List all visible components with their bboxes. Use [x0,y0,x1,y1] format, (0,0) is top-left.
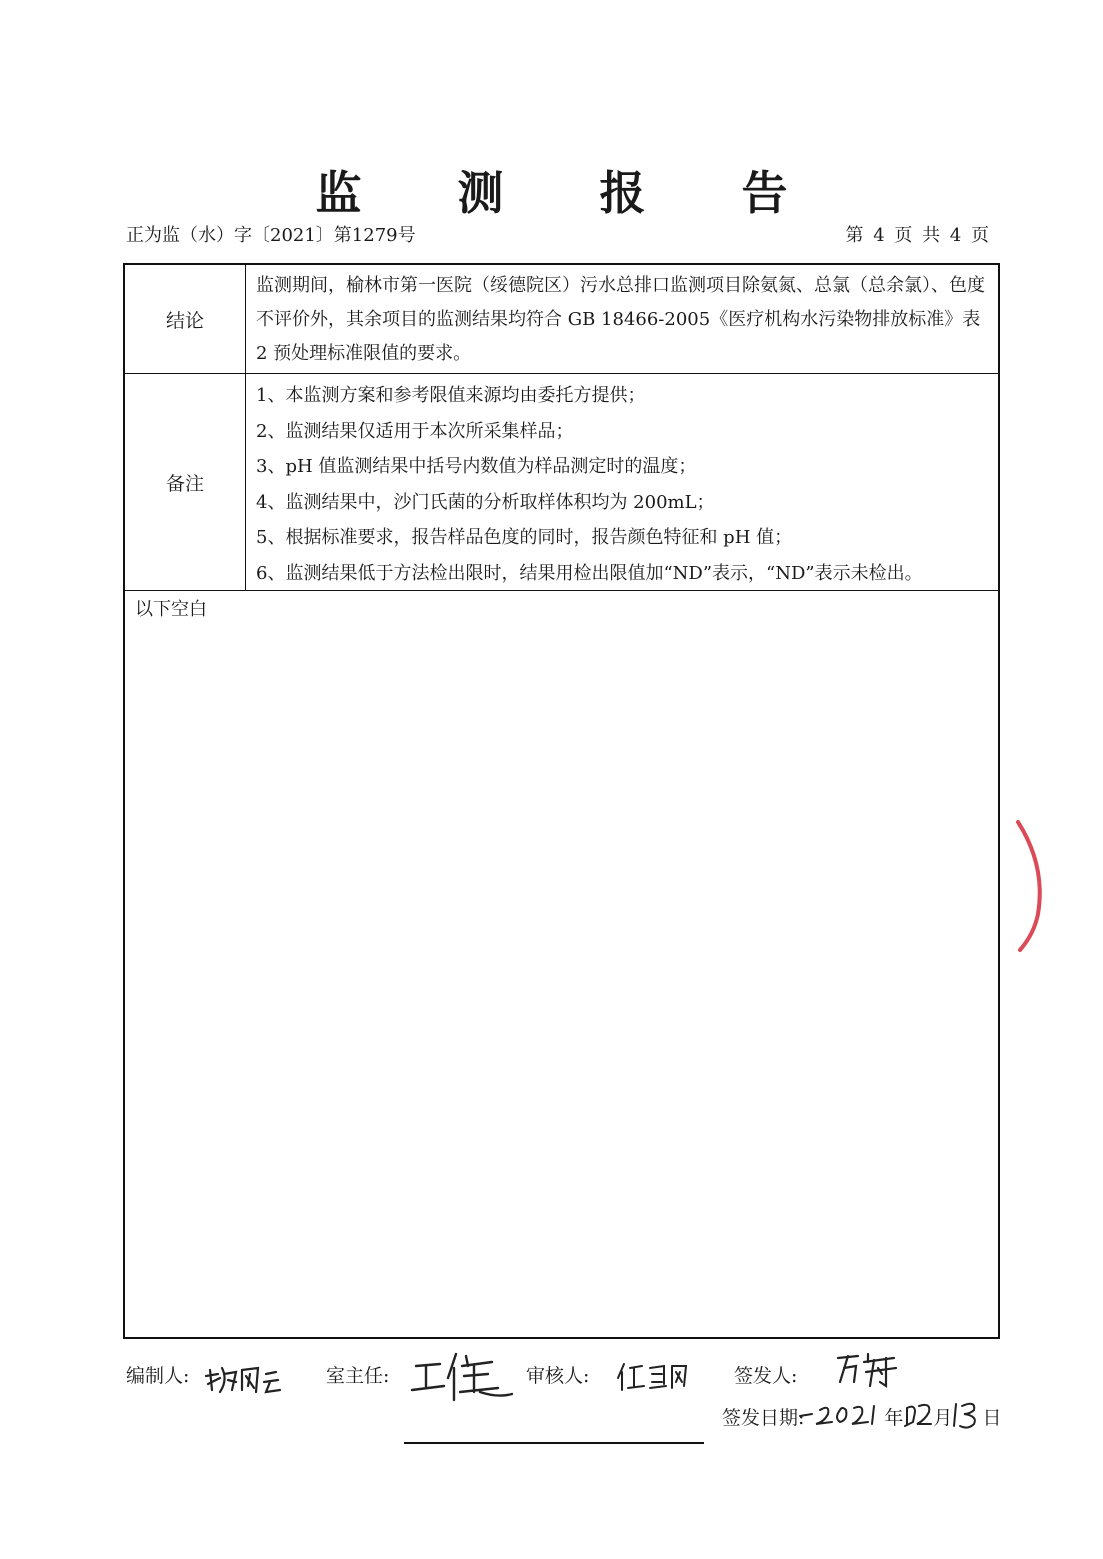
issue-date-year-suffix: 年 [884,1407,904,1429]
issue-date-month-suffix: 月 [933,1407,953,1429]
director-signature [408,1348,518,1404]
remark-item: 1、本监测方案和参考限值来源均由委托方提供； [256,385,646,406]
reviewer-signature [616,1358,696,1394]
bottom-divider [404,1442,704,1444]
issue-date [722,1398,1001,1438]
issue-date-month-handwritten [903,1400,933,1430]
issue-date-label: 签发日期: [722,1407,805,1429]
conclusion-row [125,265,998,374]
issuer-signature [834,1348,914,1392]
remark-item: 5、根据标准要求，报告样品色度的同时，报告颜色特征和 pH 值； [256,527,793,548]
remarks-label: 备注 [125,374,246,590]
issuer-label: 签发人: [734,1365,798,1387]
issue-date-year-handwritten [798,1400,884,1430]
remark-item: 4、监测结果中，沙门氏菌的分析取样体积均为 200mL； [256,491,715,513]
seal-stamp-fragment [1012,818,1052,958]
compiler-label: 编制人: [126,1365,190,1387]
conclusion-text: 监测期间，榆林市第一医院（绥德院区）污水总排口监测项目除氨氮、总氯（总余氯）、色度不评价外，其余项目的监测结果均符合 GB 18466-2005《医疗机构水污染物排放标准》表 2 预处理标准限值的要求。 [256,275,985,364]
report-table [123,263,1000,1339]
remark-item: 6、监测结果低于方法检出限时，结果用检出限值加“ND”表示，“ND”表示未检出。 [256,562,923,584]
report-title: 监 测 报 告 [315,166,828,220]
director-label: 室主任: [326,1365,390,1387]
remark-item: 3、pH 值监测结果中括号内数值为样品测定时的温度； [256,456,697,477]
document-number: 正为监（水）字〔2021〕第1279号 [126,225,416,246]
conclusion-label: 结论 [125,265,246,373]
reviewer-label: 审核人: [526,1365,590,1387]
issue-date-day-suffix: 日 [982,1407,1002,1429]
remarks-row [125,374,998,591]
compiler-signature [206,1360,286,1396]
issue-date-day-handwritten [952,1398,982,1432]
page-indicator: 第 4 页 共 4 页 [845,225,989,246]
blank-below-note: 以下空白 [135,599,207,620]
remarks-list [246,374,998,590]
remark-item: 2、监测结果仅适用于本次所采集样品； [256,420,574,442]
